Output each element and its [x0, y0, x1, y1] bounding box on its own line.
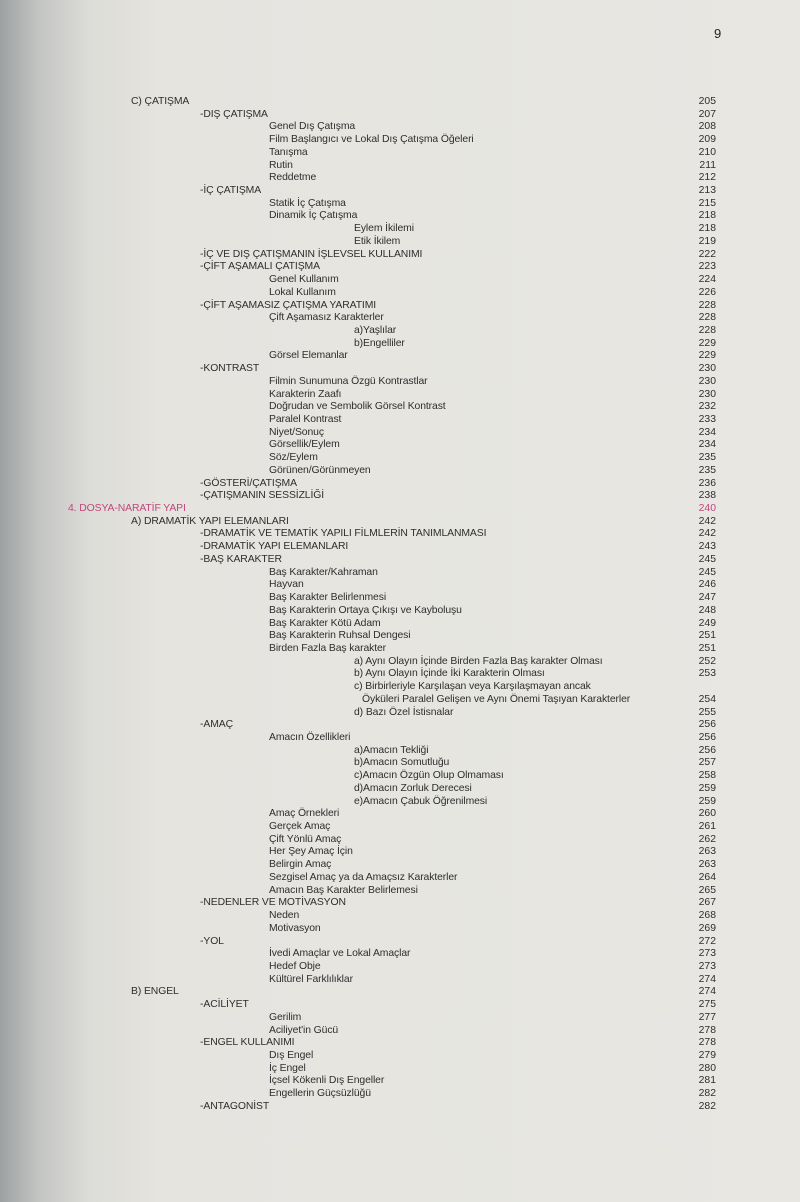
toc-entry	[0, 808, 800, 821]
toc-entry-page: 282	[698, 1088, 716, 1100]
toc-entry-title: Hayvan	[269, 579, 304, 591]
toc-entry-title: Motivasyon	[269, 922, 321, 934]
toc-entry-title: -KONTRAST	[200, 363, 260, 375]
toc-entry-title: Sezgisel Amaç ya da Amaçsız Karakterler	[269, 871, 458, 883]
toc-entry-title: Dinamik İç Çatışma	[269, 210, 358, 222]
toc-entry	[0, 936, 800, 949]
toc-entry-title: d)Amacın Zorluk Derecesi	[354, 782, 472, 794]
toc-entry	[0, 974, 800, 987]
toc-entry-page: 272	[698, 935, 716, 947]
toc-entry	[0, 719, 800, 732]
toc-entry	[0, 757, 800, 770]
toc-entry	[0, 516, 800, 529]
toc-entry	[0, 681, 800, 694]
toc-entry-title: C) ÇATIŞMA	[131, 96, 190, 107]
toc-entry	[0, 745, 800, 758]
toc-entry	[0, 948, 800, 961]
toc-entry	[0, 287, 800, 300]
toc-entry-title: -ACİLİYET	[200, 999, 249, 1011]
toc-entry-page: 261	[698, 821, 716, 833]
toc-entry	[0, 897, 800, 910]
toc-entry-page: 212	[698, 172, 716, 184]
toc-entry-page: 228	[698, 324, 716, 336]
toc-entry-page: 209	[698, 134, 716, 146]
toc-entry	[0, 694, 800, 707]
toc-entry	[0, 172, 800, 185]
toc-entry-page: 273	[698, 960, 716, 972]
toc-entry-page: 215	[698, 197, 716, 209]
toc-entry	[0, 414, 800, 427]
toc-entry-title: Amacın Baş Karakter Belirlemesi	[269, 884, 418, 896]
toc-entry	[0, 1088, 800, 1101]
toc-entry	[0, 274, 800, 287]
toc-entry-page: 245	[698, 553, 716, 565]
toc-entry-title: Genel Dış Çatışma	[269, 121, 356, 133]
toc-entry-page: 256	[698, 744, 716, 756]
toc-entry	[0, 834, 800, 847]
toc-entry	[0, 134, 800, 147]
toc-entry	[0, 592, 800, 605]
toc-entry	[0, 707, 800, 720]
toc-entry	[0, 821, 800, 834]
toc-entry-page: 205	[698, 96, 716, 107]
toc-entry	[0, 999, 800, 1012]
toc-entry	[0, 859, 800, 872]
toc-entry-title: Birden Fazla Baş karakter	[269, 642, 387, 654]
toc-entry	[0, 961, 800, 974]
toc-entry-title: -YOL	[200, 935, 224, 947]
toc-entry-page: 249	[698, 617, 716, 629]
toc-entry-title: -DIŞ ÇATIŞMA	[200, 108, 268, 120]
toc-entry	[0, 198, 800, 211]
toc-entry-page: 235	[698, 452, 716, 464]
toc-entry-page: 273	[698, 948, 716, 960]
toc-entry	[0, 923, 800, 936]
toc-entry	[0, 363, 800, 376]
toc-entry-page: 275	[698, 999, 716, 1011]
toc-entry-page: 260	[698, 808, 716, 820]
toc-entry	[0, 567, 800, 580]
toc-entry-page: 274	[698, 973, 716, 985]
toc-entry	[0, 490, 800, 503]
toc-entry-title: Doğrudan ve Sembolik Görsel Kontrast	[269, 401, 446, 413]
toc-entry-page: 213	[698, 185, 716, 197]
toc-entry-page: 228	[698, 312, 716, 324]
toc-entry-page: 234	[698, 439, 716, 451]
toc-entry-page: 247	[698, 592, 716, 604]
toc-entry-page: 226	[698, 286, 716, 298]
toc-entry-title: Öyküleri Paralel Gelişen ve Aynı Önemi Taşıyan Karakterler	[362, 693, 631, 705]
toc-entry	[0, 160, 800, 173]
toc-entry-page: 218	[698, 223, 716, 235]
toc-entry-title: Lokal Kullanım	[269, 286, 336, 298]
toc-entry-title: Karakterin Zaafı	[269, 388, 342, 400]
toc-entry	[0, 732, 800, 745]
toc-entry	[0, 236, 800, 249]
toc-entry-title: -DRAMATİK VE TEMATİK YAPILI FİLMLERİN TANIMLANMASI	[200, 528, 487, 540]
toc-entry-page: 230	[698, 363, 716, 375]
toc-entry	[0, 325, 800, 338]
toc-entry-title: A) DRAMATİK YAPI ELEMANLARI	[131, 515, 289, 527]
toc-entry-title: Etik İkilem	[354, 235, 401, 247]
toc-entry-page: 253	[698, 668, 716, 680]
toc-entry-title: Baş Karakter Kötü Adam	[269, 617, 381, 629]
toc-entry-page: 259	[698, 795, 716, 807]
toc-entry-title: İçsel Kökenli Dış Engeller	[269, 1075, 385, 1087]
toc-entry-page: 240	[698, 503, 716, 515]
toc-entry	[0, 261, 800, 274]
toc-entry-page: 269	[698, 922, 716, 934]
toc-entry-title: Her Şey Amaç İçin	[269, 846, 353, 858]
toc-entry-title: Rutin	[269, 159, 293, 171]
toc-entry-page: 243	[698, 541, 716, 553]
toc-entry-title: c) Birbirleriyle Karşılaşan veya Karşılaşmayan ancak	[354, 681, 591, 693]
toc-entry-title: -İÇ ÇATIŞMA	[200, 185, 262, 197]
toc-entry-page: 230	[698, 388, 716, 400]
toc-entry-page: 262	[698, 833, 716, 845]
toc-entry	[0, 452, 800, 465]
toc-entry-title: -AMAÇ	[200, 719, 233, 731]
toc-entry	[0, 503, 800, 516]
toc-entry-title: a) Aynı Olayın İçinde Birden Fazla Baş karakter Olması	[354, 655, 603, 667]
toc-entry-title: Neden	[269, 910, 300, 922]
toc-entry-title: Filmin Sunumuna Özgü Kontrastlar	[269, 375, 428, 387]
toc-entry-page: 218	[698, 210, 716, 222]
toc-entry-page: 207	[698, 108, 716, 120]
toc-entry	[0, 1012, 800, 1025]
toc-entry	[0, 630, 800, 643]
toc-entry-page: 254	[698, 693, 716, 705]
toc-entry-title: b)Amacın Somutluğu	[354, 757, 450, 769]
toc-entry-title: Film Başlangıcı ve Lokal Dış Çatışma Öğeleri	[269, 134, 474, 146]
toc-entry	[0, 1063, 800, 1076]
toc-entry-title: d) Bazı Özel İstisnalar	[354, 706, 454, 718]
toc-entry-page: 232	[698, 401, 716, 413]
toc-entry-page: 208	[698, 121, 716, 133]
toc-entry-page: 246	[698, 579, 716, 591]
toc-entry	[0, 1075, 800, 1088]
toc-entry	[0, 1050, 800, 1063]
toc-entry	[0, 1037, 800, 1050]
toc-entry	[0, 541, 800, 554]
toc-entry	[0, 1101, 800, 1114]
toc-entry-page: 278	[698, 1037, 716, 1049]
toc-entry-page: 256	[698, 732, 716, 743]
toc-entry-title: -ANTAGONİST	[200, 1100, 270, 1112]
toc-entry-title: a)Amacın Tekliği	[354, 744, 429, 756]
toc-entry-page: 210	[698, 146, 716, 158]
toc-entry-page: 229	[698, 350, 716, 362]
toc-entry-page: 252	[698, 655, 716, 667]
toc-entry-title: Niyet/Sonuç	[269, 426, 324, 438]
toc-entry-title: Baş Karakterin Ortaya Çıkışı ve Kayboluşu	[269, 604, 462, 616]
toc-entry-title: Paralel Kontrast	[269, 414, 342, 425]
toc-entry-title: 4. DOSYA-NARATİF YAPI	[68, 503, 186, 515]
toc-entry	[0, 96, 800, 109]
toc-entry-page: 224	[698, 274, 716, 286]
toc-entry-page: 263	[698, 859, 716, 871]
toc-entry-title: Eylem İkilemi	[354, 223, 414, 235]
toc-entry-page: 265	[698, 884, 716, 896]
toc-entry-title: a)Yaşlılar	[354, 324, 397, 336]
toc-entry	[0, 389, 800, 402]
toc-entry-title: -DRAMATİK YAPI ELEMANLARI	[200, 541, 349, 553]
toc-entry-page: 279	[698, 1050, 716, 1061]
toc-entry	[0, 338, 800, 351]
toc-entry-title: Amacın Özellikleri	[269, 732, 351, 743]
toc-entry-title: Gerçek Amaç	[269, 821, 331, 833]
toc-entry	[0, 783, 800, 796]
toc-entry	[0, 427, 800, 440]
toc-entry-title: -NEDENLER VE MOTİVASYON	[200, 897, 346, 909]
toc-entry	[0, 185, 800, 198]
toc-entry-page: 277	[698, 1011, 716, 1023]
toc-entry-title: Çift Aşamasız Karakterler	[269, 312, 384, 324]
toc-entry-page: 211	[699, 159, 716, 171]
toc-entry-page: 251	[698, 630, 716, 642]
toc-entry-title: Baş Karakter Belirlenmesi	[269, 592, 387, 604]
toc-entry-title: Görünen/Görünmeyen	[269, 464, 371, 476]
toc-entry-page: 257	[698, 757, 716, 769]
toc-entry-title: Dış Engel	[269, 1050, 314, 1061]
toc-entry-title: -ENGEL KULLANIMI	[200, 1037, 295, 1049]
toc-entry-title: Söz/Eylem	[269, 452, 318, 464]
toc-entry-page: 228	[698, 299, 716, 311]
toc-entry-title: İç Engel	[269, 1062, 306, 1074]
toc-entry	[0, 796, 800, 809]
toc-entry-title: Tanışma	[269, 146, 308, 158]
toc-entry-title: Kültürel Farklılıklar	[269, 973, 353, 985]
toc-entry	[0, 121, 800, 134]
toc-entry-page: 242	[698, 528, 716, 540]
toc-entry-title: Engellerin Güçsüzlüğü	[269, 1088, 371, 1100]
toc-entry	[0, 656, 800, 669]
toc-entry	[0, 605, 800, 618]
toc-entry	[0, 885, 800, 898]
toc-entry-page: 223	[698, 261, 716, 273]
toc-entry	[0, 210, 800, 223]
toc-entry-page: 280	[698, 1062, 716, 1074]
toc-entry-title: İvedi Amaçlar ve Lokal Amaçlar	[269, 948, 411, 960]
toc-entry-title: Çift Yönlü Amaç	[269, 833, 342, 845]
toc-entry	[0, 1025, 800, 1038]
toc-entry	[0, 846, 800, 859]
toc-entry-title: b)Engelliler	[354, 337, 405, 349]
toc-entry-title: Baş Karakterin Ruhsal Dengesi	[269, 630, 411, 642]
toc-entry	[0, 465, 800, 478]
toc-entry-title: Genel Kullanım	[269, 274, 339, 286]
toc-entry	[0, 910, 800, 923]
toc-entry-title: Amaç Örnekleri	[269, 808, 340, 820]
toc-entry-title: Aciliyet'in Gücü	[269, 1024, 339, 1036]
toc-entry-title: -GÖSTERİ/ÇATIŞMA	[200, 477, 297, 489]
toc-entry	[0, 478, 800, 491]
toc-entry-page: 278	[698, 1024, 716, 1036]
toc-entry-title: -ÇATIŞMANIN SESSİZLİĞİ	[200, 490, 325, 502]
toc-entry-title: c)Amacın Özgün Olup Olmaması	[354, 770, 504, 782]
toc-entry-page: 235	[698, 464, 716, 476]
toc-entry-page: 229	[698, 337, 716, 349]
toc-entry-page: 256	[698, 719, 716, 731]
toc-entry	[0, 554, 800, 567]
toc-entry-page: 251	[698, 642, 716, 654]
toc-entry-page: 267	[698, 897, 716, 909]
toc-entry	[0, 312, 800, 325]
toc-entry	[0, 668, 800, 681]
toc-entry	[0, 872, 800, 885]
toc-entry-title: Gerilim	[269, 1011, 302, 1023]
toc-entry-page: 238	[698, 490, 716, 502]
toc-entry-page: 219	[698, 235, 716, 247]
toc-entry	[0, 401, 800, 414]
toc-entry-title: -ÇİFT AŞAMALI ÇATIŞMA	[200, 261, 320, 273]
toc-entry-page: 259	[698, 782, 716, 794]
toc-entry	[0, 986, 800, 999]
page-number: 9	[714, 26, 722, 41]
toc-entry-title: Hedef Obje	[269, 960, 321, 972]
toc-entry-page: 274	[698, 986, 716, 998]
toc-entry-page: 281	[698, 1075, 716, 1087]
toc-entry-title: Belirgin Amaç	[269, 859, 332, 871]
toc-entry-page: 234	[698, 426, 716, 438]
toc-entry-title: Statik İç Çatışma	[269, 197, 346, 209]
toc-entry	[0, 147, 800, 160]
toc-entry-page: 248	[698, 604, 716, 616]
toc-entry-page: 242	[698, 515, 716, 527]
toc-entry	[0, 300, 800, 313]
toc-entry	[0, 439, 800, 452]
toc-entry-page: 282	[698, 1100, 716, 1112]
toc-entry	[0, 223, 800, 236]
toc-entry	[0, 579, 800, 592]
toc-entry-page: 222	[698, 248, 716, 260]
toc-entry-title: -ÇİFT AŞAMASIZ ÇATIŞMA YARATIMI	[200, 299, 377, 311]
toc-entry-title: -BAŞ KARAKTER	[200, 553, 282, 565]
toc-entry-page: 230	[698, 375, 716, 387]
toc-entry-page: 245	[698, 566, 716, 578]
toc-entry-title: e)Amacın Çabuk Öğrenilmesi	[354, 795, 488, 807]
toc-entry-title: b) Aynı Olayın İçinde İki Karakterin Olması	[354, 668, 545, 680]
toc-entry-page: 268	[698, 910, 716, 922]
toc-entry	[0, 528, 800, 541]
toc-entry-title: -İÇ VE DIŞ ÇATIŞMANIN İŞLEVSEL KULLANIMI	[200, 248, 423, 260]
toc-entry	[0, 350, 800, 363]
toc-entry-title: Baş Karakter/Kahraman	[269, 566, 378, 578]
toc-entry-title: B) ENGEL	[131, 986, 179, 998]
toc-entry	[0, 249, 800, 262]
toc-entry-page: 236	[698, 477, 716, 489]
toc-entry	[0, 618, 800, 631]
toc-entry-page: 263	[698, 846, 716, 858]
toc-entry-title: Görsellik/Eylem	[269, 439, 340, 451]
toc-entry	[0, 376, 800, 389]
toc-entry-title: Görsel Elemanlar	[269, 350, 348, 362]
toc-entry-title: Reddetme	[269, 172, 317, 184]
toc-entry	[0, 770, 800, 783]
toc-entry	[0, 643, 800, 656]
toc-entry-page: 255	[698, 706, 716, 718]
toc-entry-page: 233	[698, 414, 716, 425]
toc-entry-page: 258	[698, 770, 716, 782]
toc-entry	[0, 109, 800, 122]
toc-entry-page: 264	[698, 871, 716, 883]
